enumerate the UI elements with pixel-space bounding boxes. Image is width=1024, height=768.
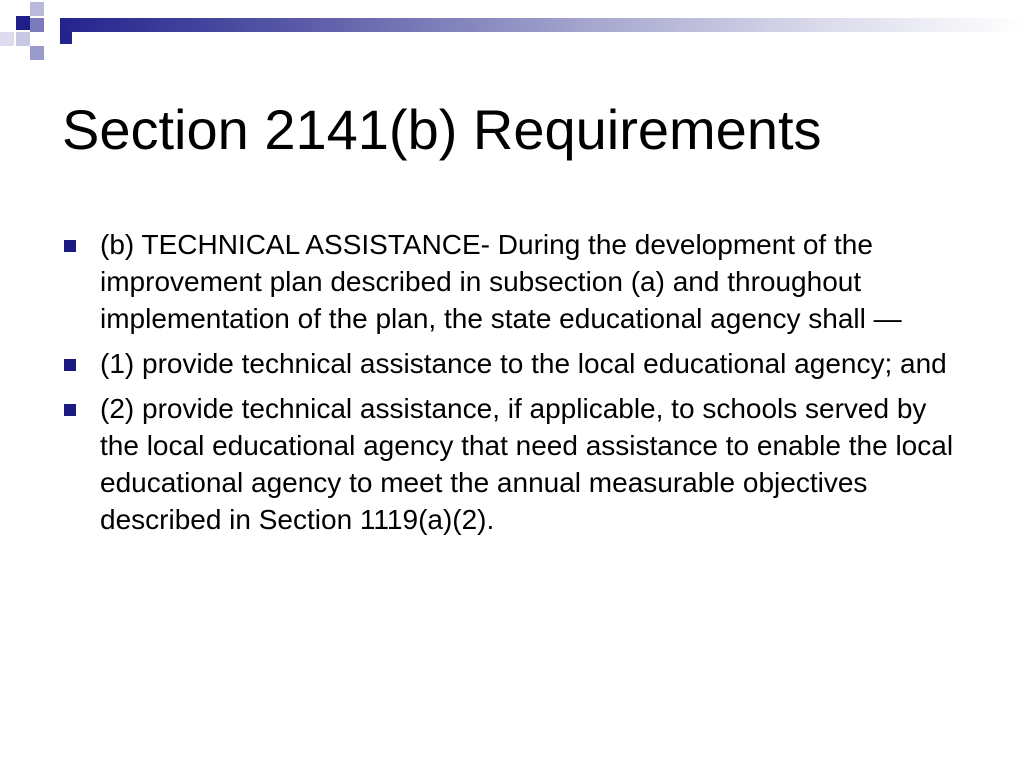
deco-square bbox=[60, 32, 72, 44]
deco-square bbox=[30, 18, 44, 32]
bullet-list bbox=[62, 226, 962, 546]
bullet-text: (b) TECHNICAL ASSISTANCE- During the development of the improvement plan described in subsection (a) and throughout implementation of the plan, the state educational agency shall — bbox=[100, 229, 902, 334]
deco-square bbox=[0, 0, 16, 16]
slide-title: Section 2141(b) Requirements bbox=[62, 98, 822, 161]
square-bullet-icon bbox=[64, 359, 76, 371]
bullet-text: (1) provide technical assistance to the local educational agency; and bbox=[100, 348, 947, 379]
bullet-text: (2) provide technical assistance, if applicable, to schools served by the local educational agency that need assistance to enable the local educational agency to meet the annual measurable objectives described in Section 1119(a)(2). bbox=[100, 393, 954, 535]
bullet-item bbox=[62, 226, 962, 337]
bullet-item bbox=[62, 390, 962, 538]
bullet-item bbox=[62, 345, 962, 382]
header-gradient-bar bbox=[60, 18, 1024, 32]
deco-square bbox=[46, 18, 60, 32]
deco-square bbox=[16, 16, 30, 30]
deco-square bbox=[30, 2, 44, 16]
deco-square bbox=[30, 46, 44, 60]
deco-square bbox=[46, 2, 60, 16]
deco-square bbox=[0, 32, 14, 46]
square-bullet-icon bbox=[64, 240, 76, 252]
deco-square bbox=[16, 32, 30, 46]
square-bullet-icon bbox=[64, 404, 76, 416]
